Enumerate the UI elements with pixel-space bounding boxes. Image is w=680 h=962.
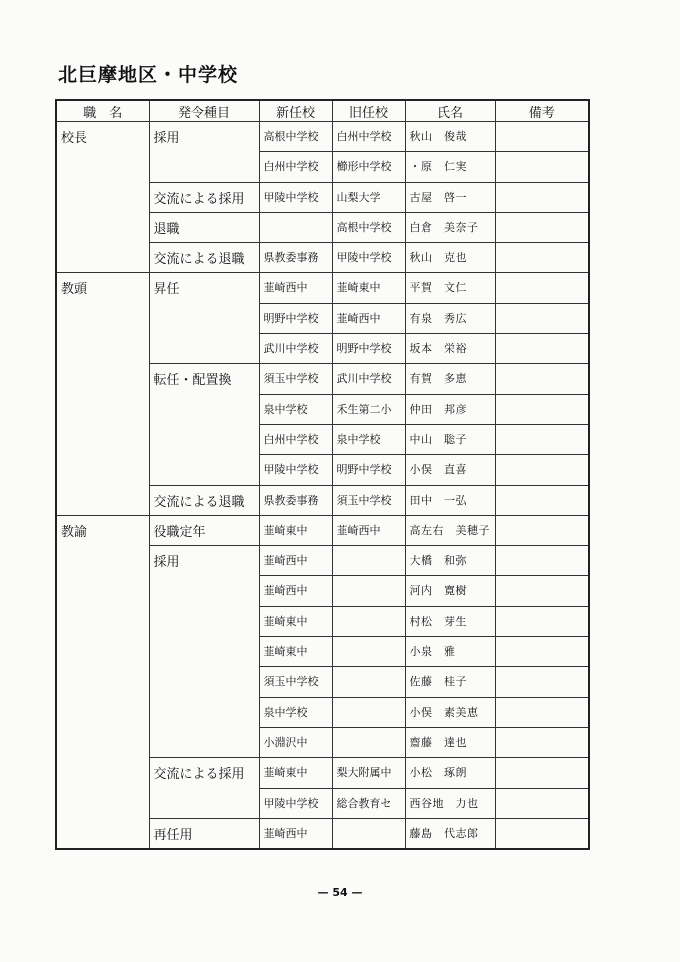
order-type-cell: 交流による採用 bbox=[149, 182, 259, 212]
order-type-cell: 再任用 bbox=[149, 818, 259, 848]
remarks-cell bbox=[495, 364, 589, 394]
old-school-cell bbox=[332, 727, 405, 757]
column-header-order-type: 発令種目 bbox=[149, 100, 259, 122]
new-school-cell: 明野中学校 bbox=[259, 303, 332, 333]
name-cell: 高左右 美穂子 bbox=[405, 515, 495, 545]
remarks-cell bbox=[495, 667, 589, 697]
new-school-cell: 韮崎東中 bbox=[259, 606, 332, 636]
order-type-cell: 交流による退職 bbox=[149, 485, 259, 515]
name-cell: 大橋 和弥 bbox=[405, 546, 495, 576]
old-school-cell: 総合教育セ bbox=[332, 788, 405, 818]
name-cell: 秋山 俊哉 bbox=[405, 122, 495, 152]
name-cell: 平賀 文仁 bbox=[405, 273, 495, 303]
old-school-cell: 須玉中学校 bbox=[332, 485, 405, 515]
remarks-cell bbox=[495, 152, 589, 182]
old-school-cell: 禾生第二小 bbox=[332, 394, 405, 424]
remarks-cell bbox=[495, 424, 589, 454]
remarks-cell bbox=[495, 303, 589, 333]
personnel-table bbox=[55, 99, 590, 850]
old-school-cell bbox=[332, 606, 405, 636]
new-school-cell: 韮崎西中 bbox=[259, 546, 332, 576]
name-cell: 中山 聡子 bbox=[405, 424, 495, 454]
new-school-cell: 韮崎東中 bbox=[259, 515, 332, 545]
column-header-old-school: 旧任校 bbox=[332, 100, 405, 122]
name-cell: 坂本 栄裕 bbox=[405, 334, 495, 364]
old-school-cell: 高根中学校 bbox=[332, 212, 405, 242]
new-school-cell: 甲陵中学校 bbox=[259, 455, 332, 485]
old-school-cell: 甲陵中学校 bbox=[332, 243, 405, 273]
table-row bbox=[56, 122, 589, 152]
remarks-cell bbox=[495, 606, 589, 636]
name-cell: 村松 芽生 bbox=[405, 606, 495, 636]
name-cell: 河内 寛樹 bbox=[405, 576, 495, 606]
new-school-cell: 武川中学校 bbox=[259, 334, 332, 364]
name-cell: 小泉 雅 bbox=[405, 637, 495, 667]
new-school-cell: 小淵沢中 bbox=[259, 727, 332, 757]
remarks-cell bbox=[495, 546, 589, 576]
old-school-cell bbox=[332, 818, 405, 848]
new-school-cell: 県教委事務 bbox=[259, 243, 332, 273]
table-header-row bbox=[56, 100, 589, 122]
column-header-new-school: 新任校 bbox=[259, 100, 332, 122]
table-row bbox=[56, 515, 589, 545]
remarks-cell bbox=[495, 788, 589, 818]
name-cell: 白倉 美奈子 bbox=[405, 212, 495, 242]
order-type-cell: 交流による退職 bbox=[149, 243, 259, 273]
page-number: — 54 — bbox=[317, 886, 363, 899]
order-type-cell: 役職定年 bbox=[149, 515, 259, 545]
old-school-cell bbox=[332, 697, 405, 727]
new-school-cell: 甲陵中学校 bbox=[259, 788, 332, 818]
old-school-cell: 明野中学校 bbox=[332, 455, 405, 485]
old-school-cell: 明野中学校 bbox=[332, 334, 405, 364]
order-type-cell: 採用 bbox=[149, 546, 259, 758]
name-cell: 古屋 啓一 bbox=[405, 182, 495, 212]
remarks-cell bbox=[495, 818, 589, 848]
new-school-cell bbox=[259, 212, 332, 242]
name-cell: 小松 琢朗 bbox=[405, 758, 495, 788]
old-school-cell bbox=[332, 637, 405, 667]
name-cell: 有泉 秀広 bbox=[405, 303, 495, 333]
remarks-cell bbox=[495, 697, 589, 727]
remarks-cell bbox=[495, 243, 589, 273]
name-cell: 藤島 代志郎 bbox=[405, 818, 495, 848]
remarks-cell bbox=[495, 515, 589, 545]
new-school-cell: 県教委事務 bbox=[259, 485, 332, 515]
order-type-cell: 転任・配置換 bbox=[149, 364, 259, 485]
new-school-cell: 須玉中学校 bbox=[259, 364, 332, 394]
remarks-cell bbox=[495, 455, 589, 485]
page-title: 北巨摩地区・中学校 bbox=[58, 64, 239, 86]
name-cell: 秋山 克也 bbox=[405, 243, 495, 273]
old-school-cell: 韮崎東中 bbox=[332, 273, 405, 303]
name-cell: 小俣 直喜 bbox=[405, 455, 495, 485]
old-school-cell: 泉中学校 bbox=[332, 424, 405, 454]
remarks-cell bbox=[495, 758, 589, 788]
remarks-cell bbox=[495, 576, 589, 606]
old-school-cell: 山梨大学 bbox=[332, 182, 405, 212]
new-school-cell: 泉中学校 bbox=[259, 394, 332, 424]
new-school-cell: 甲陵中学校 bbox=[259, 182, 332, 212]
old-school-cell: 櫛形中学校 bbox=[332, 152, 405, 182]
order-type-cell: 昇任 bbox=[149, 273, 259, 364]
remarks-cell bbox=[495, 122, 589, 152]
new-school-cell: 韮崎西中 bbox=[259, 576, 332, 606]
order-type-cell: 採用 bbox=[149, 122, 259, 183]
order-type-cell: 交流による採用 bbox=[149, 758, 259, 819]
remarks-cell bbox=[495, 485, 589, 515]
remarks-cell bbox=[495, 273, 589, 303]
new-school-cell: 韮崎東中 bbox=[259, 637, 332, 667]
position-cell: 校長 bbox=[56, 122, 149, 273]
name-cell: ・原 仁実 bbox=[405, 152, 495, 182]
old-school-cell: 韮崎西中 bbox=[332, 515, 405, 545]
name-cell: 有賀 多恵 bbox=[405, 364, 495, 394]
name-cell: 齋藤 達也 bbox=[405, 727, 495, 757]
old-school-cell: 梨大附属中 bbox=[332, 758, 405, 788]
remarks-cell bbox=[495, 637, 589, 667]
remarks-cell bbox=[495, 394, 589, 424]
column-header-remarks: 備考 bbox=[495, 100, 589, 122]
order-type-cell: 退職 bbox=[149, 212, 259, 242]
name-cell: 田中 一弘 bbox=[405, 485, 495, 515]
name-cell: 仲田 邦彦 bbox=[405, 394, 495, 424]
position-cell: 教諭 bbox=[56, 515, 149, 848]
remarks-cell bbox=[495, 727, 589, 757]
new-school-cell: 須玉中学校 bbox=[259, 667, 332, 697]
table-body bbox=[56, 122, 589, 849]
old-school-cell bbox=[332, 667, 405, 697]
remarks-cell bbox=[495, 212, 589, 242]
new-school-cell: 白州中学校 bbox=[259, 424, 332, 454]
new-school-cell: 韮崎西中 bbox=[259, 273, 332, 303]
old-school-cell bbox=[332, 546, 405, 576]
remarks-cell bbox=[495, 182, 589, 212]
name-cell: 西谷地 力也 bbox=[405, 788, 495, 818]
new-school-cell: 韮崎東中 bbox=[259, 758, 332, 788]
remarks-cell bbox=[495, 334, 589, 364]
table-row bbox=[56, 273, 589, 303]
new-school-cell: 泉中学校 bbox=[259, 697, 332, 727]
column-header-position: 職 名 bbox=[56, 100, 149, 122]
column-header-name: 氏名 bbox=[405, 100, 495, 122]
new-school-cell: 韮崎西中 bbox=[259, 818, 332, 848]
old-school-cell: 韮崎西中 bbox=[332, 303, 405, 333]
new-school-cell: 白州中学校 bbox=[259, 152, 332, 182]
new-school-cell: 高根中学校 bbox=[259, 122, 332, 152]
old-school-cell: 白州中学校 bbox=[332, 122, 405, 152]
old-school-cell: 武川中学校 bbox=[332, 364, 405, 394]
old-school-cell bbox=[332, 576, 405, 606]
name-cell: 佐藤 桂子 bbox=[405, 667, 495, 697]
name-cell: 小俣 素美恵 bbox=[405, 697, 495, 727]
position-cell: 教頭 bbox=[56, 273, 149, 515]
